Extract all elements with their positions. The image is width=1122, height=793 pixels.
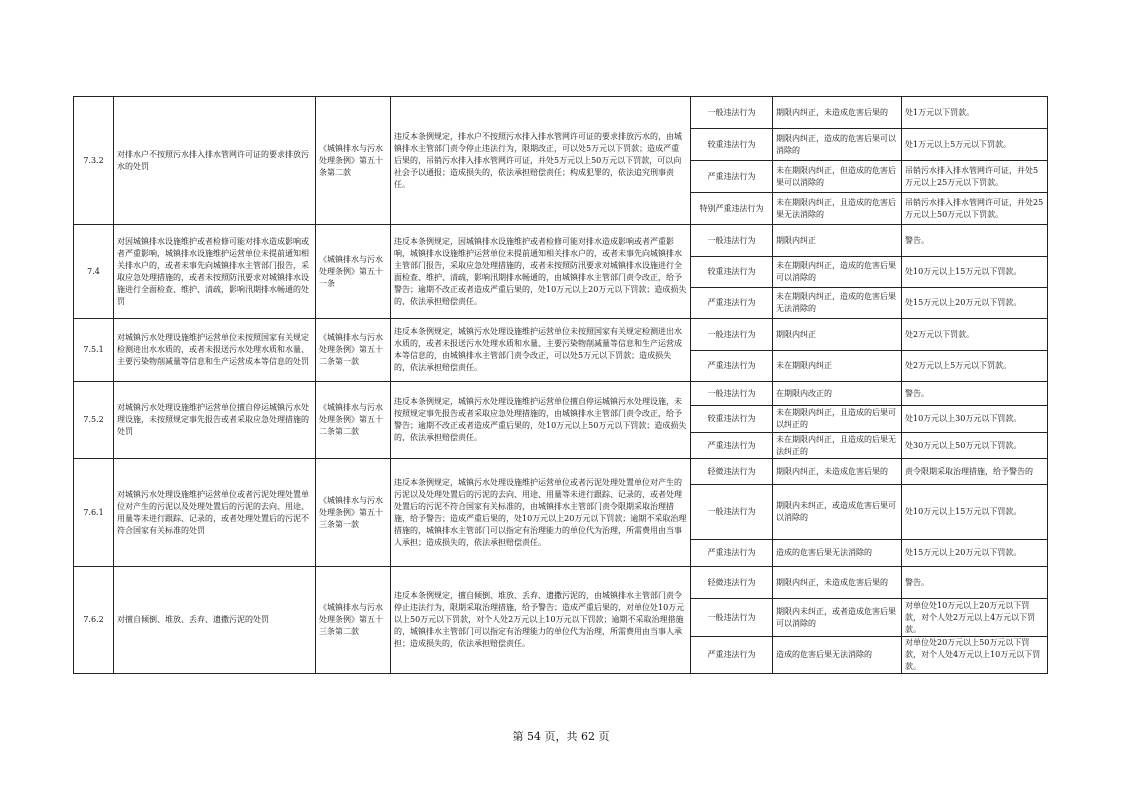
- item-code: 7.5.1: [74, 319, 114, 382]
- violation-level: 严重违法行为: [691, 288, 773, 319]
- item-code: 7.4: [74, 225, 114, 319]
- legal-basis: 《城镇排水与污水处理条例》第五十三条第一款: [316, 459, 391, 567]
- violation-level: 一般违法行为: [691, 97, 773, 129]
- violation-level: 较重违法行为: [691, 129, 773, 161]
- violation-condition: 期限内纠正，未造成危害后果的: [773, 97, 902, 129]
- violation-condition: 期限内未纠正，或者造成危害后果可以消除的: [773, 599, 902, 637]
- legal-basis: 《城镇排水与污水处理条例》第五十一条: [316, 225, 391, 319]
- penalty: 处2万元以上5万元以下罚款。: [902, 351, 1048, 382]
- penalty: 吊销污水排入排水管网许可证，并处25万元以上50万元以下罚款。: [902, 193, 1048, 225]
- violation-condition: 未在期限内纠正，造成的危害后果可以消除的: [773, 257, 902, 288]
- item-description: 对因城镇排水设施维护或者检修可能对排水造成影响或者严重影响，城镇排水设施维护运营单位未提前通知相关排水户的，或者未事先向城镇排水主管部门报告，采取应急处理措施的，或者未按照防汛要求对城镇排水设施进行全面检查、维护、清疏，影响汛期排水畅通的处罚: [114, 225, 316, 319]
- violation-level: 一般违法行为: [691, 382, 773, 406]
- violation-condition: 未在期限内纠正，且造成的危害后果无法消除的: [773, 193, 902, 225]
- penalty: 处15万元以上20万元以下罚款。: [902, 540, 1048, 567]
- violation-level: 轻微违法行为: [691, 459, 773, 485]
- penalty: 处1万元以下罚款。: [902, 97, 1048, 129]
- violation-level: 一般违法行为: [691, 485, 773, 540]
- penalty: 处30万元以上50万元以下罚款。: [902, 433, 1048, 459]
- violation-condition: 期限内纠正，造成的危害后果可以消除的: [773, 129, 902, 161]
- legal-basis: 《城镇排水与污水处理条例》第五十二条第二款: [316, 382, 391, 459]
- violation-condition: 未在期限内纠正，且造成的后果无法纠正的: [773, 433, 902, 459]
- legal-basis: 《城镇排水与污水处理条例》第五十二条第一款: [316, 319, 391, 382]
- legal-clause: 违反本条例规定，因城镇排水设施维护或者检修可能对排水造成影响或者严重影响，城镇排水设施维护运营单位未提前通知相关排水户的，或者未事先向城镇排水主管部门报告，采取应急处理措施的，或者未按照防汛要求对城镇排水设施进行全面检查、维护、清疏，影响汛期排水畅通的，由城镇排水主管部门责令改正，给予警告；逾期不改正或者造成严重后果的，处10万元以上20万元以下罚款；造成损失的，依法承担赔偿责任。: [391, 225, 691, 319]
- violation-condition: 未在期限内纠正，造成的危害后果无法消除的: [773, 288, 902, 319]
- penalty: 警告。: [902, 567, 1048, 599]
- violation-condition: 造成的危害后果无法消除的: [773, 540, 902, 567]
- legal-clause: 违反本条例规定，擅自倾倒、堆放、丢弃、遗撒污泥的，由城镇排水主管部门责令停止违法行为，限期采取治理措施，给予警告；造成严重后果的，对单位处10万元以上50万元以下罚款，对个人处2万元以上10万元以下罚款；逾期不采取治理措施的，城镇排水主管部门可以指定有治理能力的单位代为治理，所需费用由当事人承担；造成损失的，依法承担赔偿责任。: [391, 567, 691, 674]
- penalty: 处10万元以上15万元以下罚款。: [902, 257, 1048, 288]
- table-row: [74, 382, 1048, 406]
- penalty: 处1万元以上5万元以下罚款。: [902, 129, 1048, 161]
- penalty: 警告。: [902, 382, 1048, 406]
- page-number: 第 54 页，共 62 页: [512, 730, 610, 743]
- violation-condition: 期限内纠正，未造成危害后果的: [773, 567, 902, 599]
- violation-condition: 未在期限内纠正，且造成的后果可以纠正的: [773, 406, 902, 433]
- violation-level: 轻微违法行为: [691, 567, 773, 599]
- penalty: 处10万元以上15万元以下罚款。: [902, 485, 1048, 540]
- item-description: 对擅自倾倒、堆放、丢弃、遗撒污泥的处罚: [114, 567, 316, 674]
- violation-level: 较重违法行为: [691, 257, 773, 288]
- item-description: 对排水户不按照污水排入排水管网许可证的要求排放污水的处罚: [114, 97, 316, 225]
- table-row: [74, 459, 1048, 485]
- item-description: 对城镇污水处理设施维护运营单位或者污泥处理处置单位对产生的污泥以及处理处置后的污泥的去向、用途、用量等未进行跟踪、记录的，或者处理处置后的污泥不符合国家有关标准的处罚: [114, 459, 316, 567]
- table-row: [74, 97, 1048, 129]
- violation-level: 严重违法行为: [691, 540, 773, 567]
- violation-level: 严重违法行为: [691, 161, 773, 193]
- violation-condition: 期限内纠正: [773, 225, 902, 257]
- violation-level: 严重违法行为: [691, 637, 773, 674]
- violation-level: 一般违法行为: [691, 319, 773, 351]
- violation-condition: 未在期限内纠正: [773, 351, 902, 382]
- violation-condition: 期限内纠正，未造成危害后果的: [773, 459, 902, 485]
- item-code: 7.3.2: [74, 97, 114, 225]
- penalty: 吊销污水排入排水管网许可证，并处5万元以上25万元以下罚款。: [902, 161, 1048, 193]
- item-description: 对城镇污水处理设施维护运营单位擅自停运城镇污水处理设施，未按照规定事先报告或者采取应急处理措施的处罚: [114, 382, 316, 459]
- violation-level: 严重违法行为: [691, 433, 773, 459]
- legal-clause: 违反本条例规定，城镇污水处理设施维护运营单位擅自停运城镇污水处理设施，未按照规定事先报告或者采取应急处理措施的，由城镇排水主管部门责令改正，给予警告；逾期不改正或者造成严重后果的，处10万元以上50万元以下罚款；造成损失的，依法承担赔偿责任。: [391, 382, 691, 459]
- violation-condition: 期限内纠正: [773, 319, 902, 351]
- legal-clause: 违反本条例规定，城镇污水处理设施维护运营单位或者污泥处理处置单位对产生的污泥以及处理处置后的污泥的去向、用途、用量等未进行跟踪、记录的，或者处理处置后的污泥不符合国家有关标准的，由城镇排水主管部门责令限期采取治理措施，给予警告；造成严重后果的，处10万元以上20万元以下罚款；逾期不采取治理措施的，城镇排水主管部门可以指定有治理能力的单位代为治理，所需费用由当事人承担；造成损失的，依法承担赔偿责任。: [391, 459, 691, 567]
- penalty: 处2万元以下罚款。: [902, 319, 1048, 351]
- table-row: [74, 567, 1048, 599]
- violation-condition: 造成的危害后果无法消除的: [773, 637, 902, 674]
- penalty: 警告。: [902, 225, 1048, 257]
- violation-level: 一般违法行为: [691, 599, 773, 637]
- violation-condition: 未在期限内纠正，但造成的危害后果可以消除的: [773, 161, 902, 193]
- penalty-table: [73, 96, 1048, 674]
- item-code: 7.6.2: [74, 567, 114, 674]
- penalty: 处10万元以上30万元以下罚款。: [902, 406, 1048, 433]
- penalty: 责令限期采取治理措施，给予警告的: [902, 459, 1048, 485]
- legal-basis: 《城镇排水与污水处理条例》第五十条第二款: [316, 97, 391, 225]
- violation-condition: 在期限内改正的: [773, 382, 902, 406]
- penalty: 对单位处20万元以上50万元以下罚款，对个人处4万元以上10万元以下罚款。: [902, 637, 1048, 674]
- item-description: 对城镇污水处理设施维护运营单位未按照国家有关规定检测进出水水质的，或者未报送污水处理水质和水量、主要污染物削减量等信息和生产运营成本等信息的处罚: [114, 319, 316, 382]
- table-row: [74, 319, 1048, 351]
- violation-level: 一般违法行为: [691, 225, 773, 257]
- penalty: 对单位处10万元以上20万元以下罚款，对个人处2万元以上4万元以下罚款。: [902, 599, 1048, 637]
- legal-clause: 违反本条例规定，排水户不按照污水排入排水管网许可证的要求排放污水的，由城镇排水主管部门责令停止违法行为，限期改正，可以处5万元以下罚款；造成严重后果的，吊销污水排入排水管网许可证，并处5万元以上50万元以下罚款，可以向社会予以通报；造成损失的，依法承担赔偿责任；构成犯罪的，依法追究刑事责任。: [391, 97, 691, 225]
- table-row: [74, 225, 1048, 257]
- item-code: 7.6.1: [74, 459, 114, 567]
- violation-level: 较重违法行为: [691, 406, 773, 433]
- violation-level: 严重违法行为: [691, 351, 773, 382]
- item-code: 7.5.2: [74, 382, 114, 459]
- violation-level: 特别严重违法行为: [691, 193, 773, 225]
- violation-condition: 期限内未纠正，或造成危害后果可以消除的: [773, 485, 902, 540]
- penalty: 处15万元以上20万元以下罚款。: [902, 288, 1048, 319]
- legal-clause: 违反本条例规定，城镇污水处理设施维护运营单位未按照国家有关规定检测进出水水质的，或者未报送污水处理水质和水量、主要污染物削减量等信息和生产运营成本等信息的，由城镇排水主管部门责令改正，可以处5万元以下罚款；造成损失的，依法承担赔偿责任。: [391, 319, 691, 382]
- legal-basis: 《城镇排水与污水处理条例》第五十三条第二款: [316, 567, 391, 674]
